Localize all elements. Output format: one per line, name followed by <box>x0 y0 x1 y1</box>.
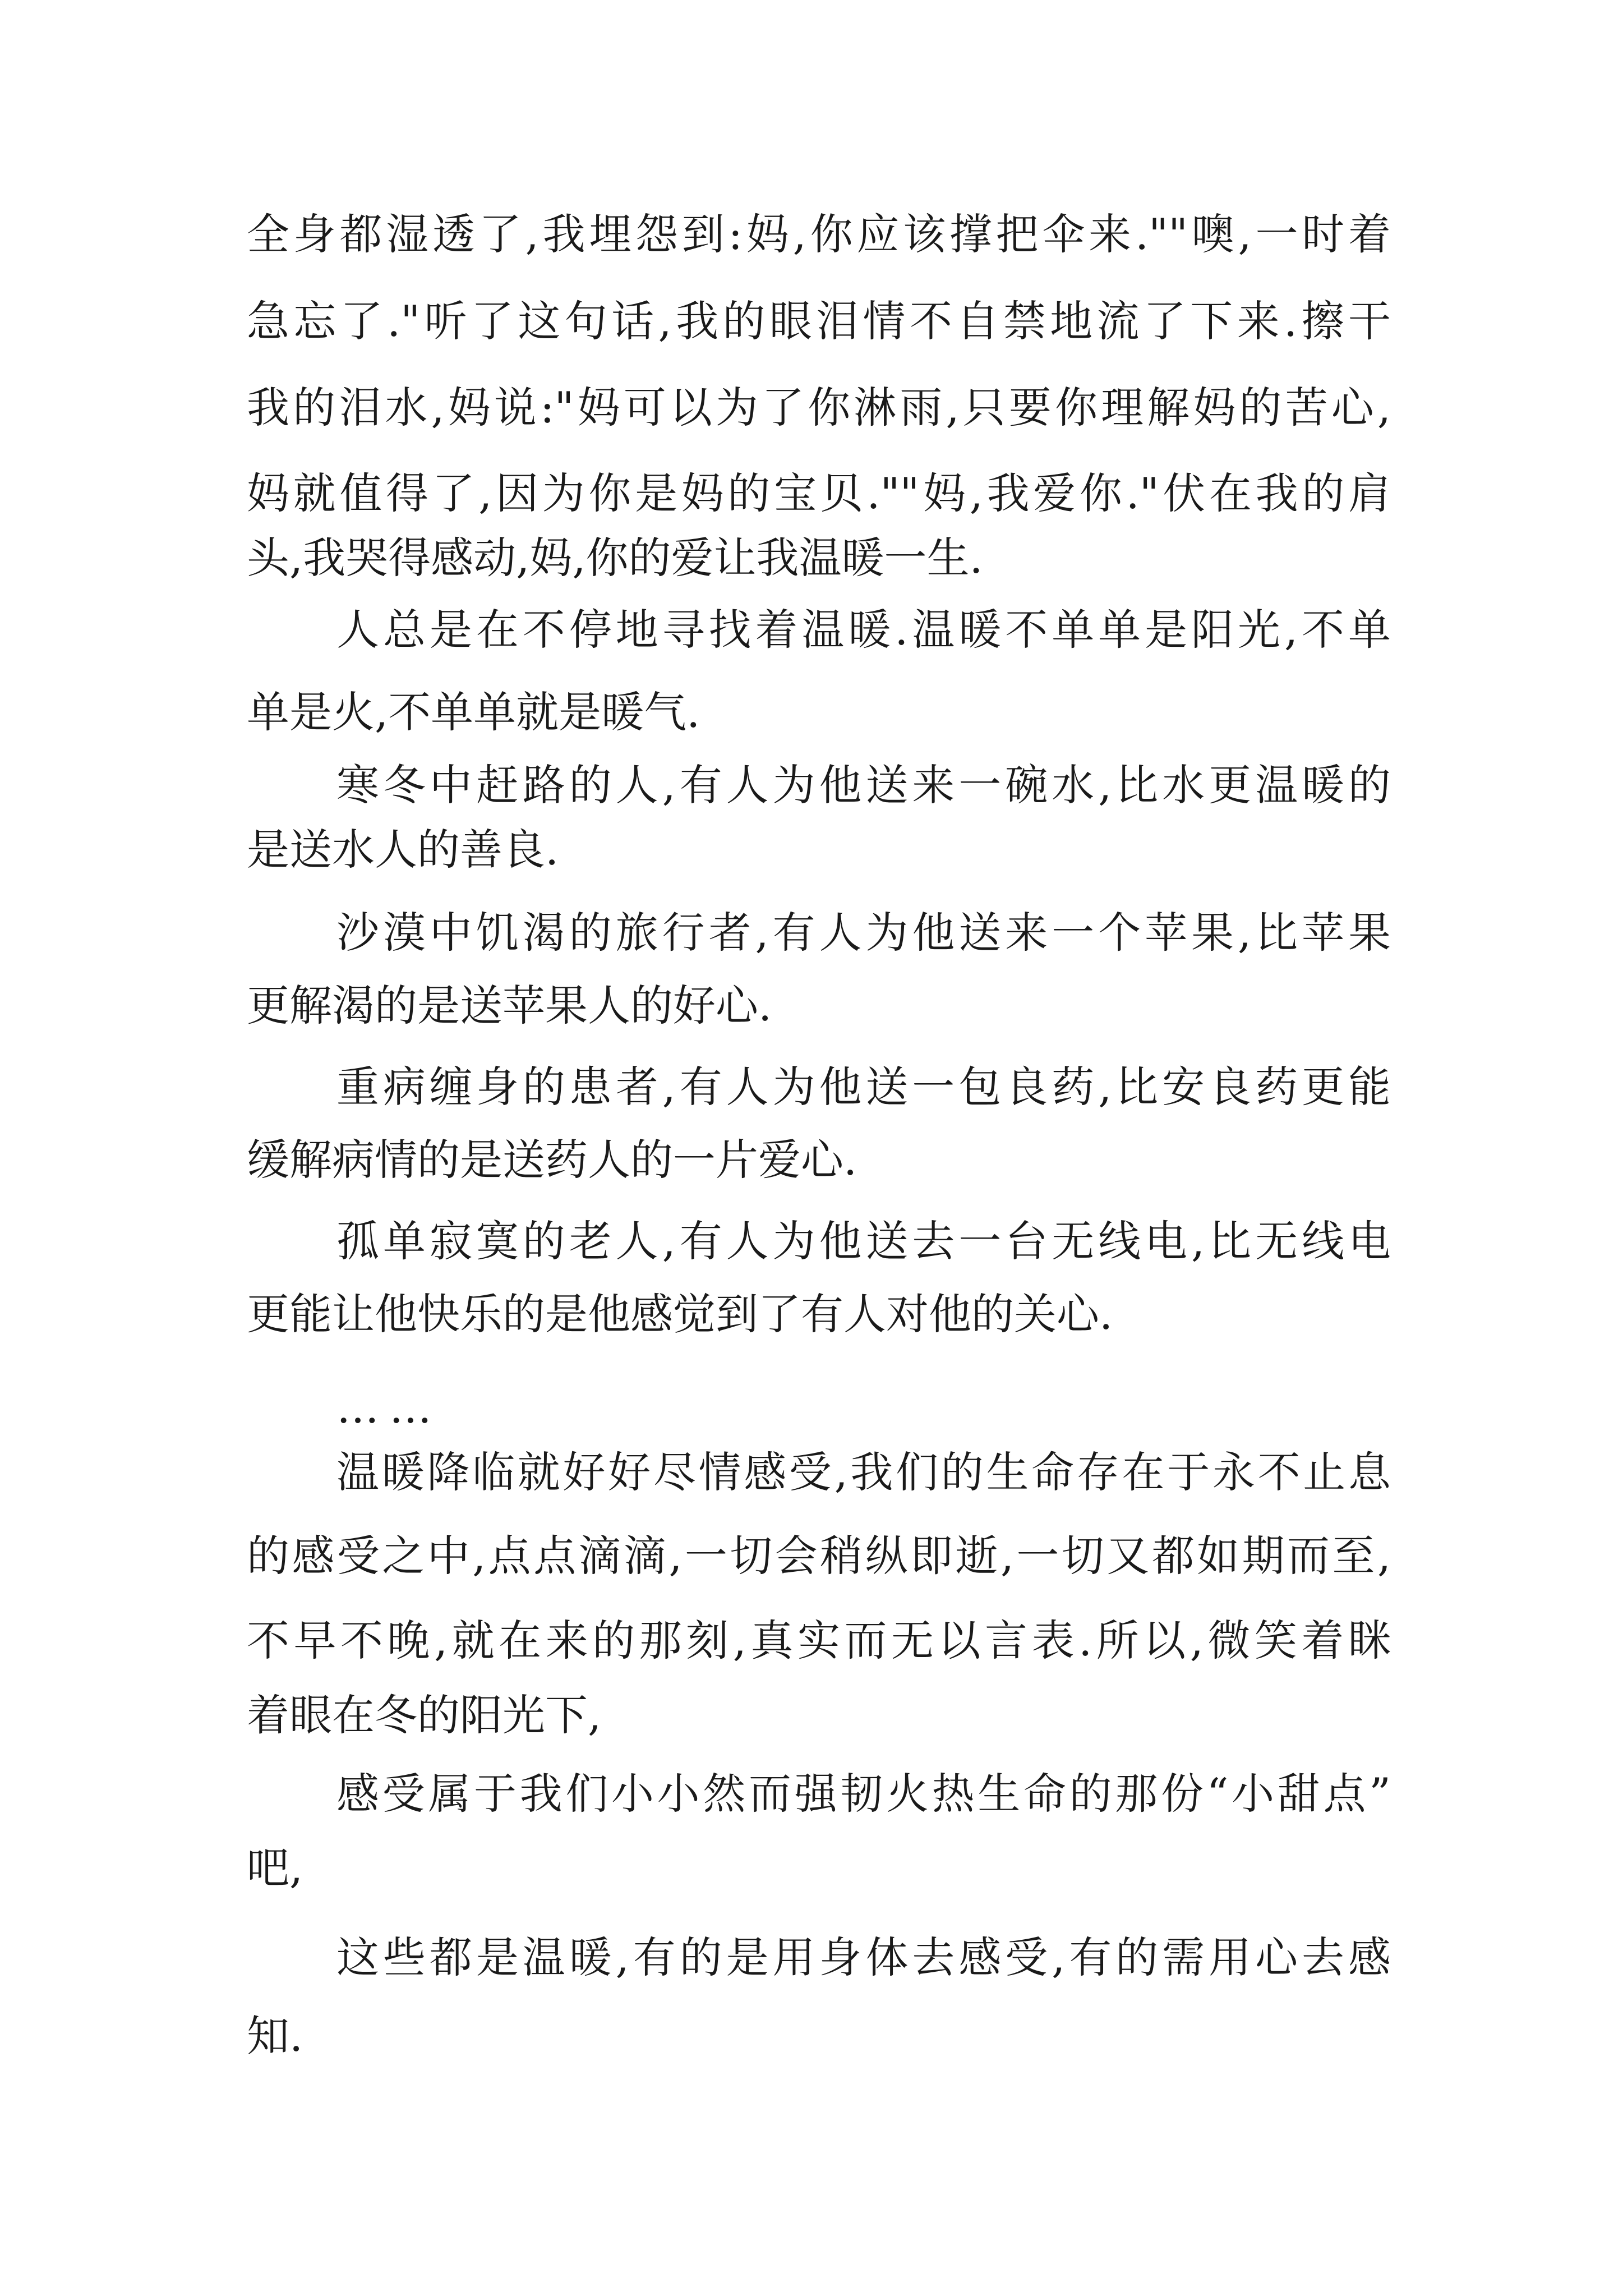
paragraph-line: 孤单寂寞的老人,有人为他送去一台无线电,比无线电 <box>336 1216 1391 1266</box>
paragraph-line: 人总是在不停地寻找着温暖.温暖不单单是阳光,不单 <box>336 605 1391 655</box>
text-line: 急忘了."听了这句话,我的眼泪情不自禁地流了下来.擦干 <box>247 296 1391 346</box>
text-line: 更解渴的是送苹果人的好心. <box>247 981 772 1030</box>
text-line: 头,我哭得感动,妈,你的爱让我温暖一生. <box>247 533 983 583</box>
text-line: 吧, <box>247 1843 303 1893</box>
text-line: 不早不晚,就在来的那刻,真实而无以言表.所以,微笑着眯 <box>247 1616 1391 1665</box>
text-line: 妈就值得了,因为你是妈的宝贝.""妈,我爱你."伏在我的肩 <box>247 468 1391 518</box>
text-line: 单是火,不单单就是暖气. <box>247 687 700 737</box>
text-line: 缓解病情的是送药人的一片爱心. <box>247 1135 857 1185</box>
paragraph-line: 重病缠身的患者,有人为他送一包良药,比安良药更能 <box>336 1062 1391 1112</box>
paragraph-line: 这些都是温暖,有的是用身体去感受,有的需用心去感 <box>336 1932 1391 1982</box>
text-line: 是送水人的善良. <box>247 825 559 875</box>
text-line: 更能让他快乐的是他感觉到了有人对他的关心. <box>247 1289 1113 1339</box>
text-line: 的感受之中,点点滴滴,一切会稍纵即逝,一切又都如期而至, <box>247 1531 1391 1581</box>
text-line: 知. <box>247 2011 303 2061</box>
text-line: 全身都湿透了,我埋怨到:妈,你应该撑把伞来.""噢,一时着 <box>247 209 1391 259</box>
text-line: 着眼在冬的阳光下, <box>247 1690 602 1740</box>
paragraph-line: 感受属于我们小小然而强韧火热生命的那份“小甜点” <box>336 1769 1391 1819</box>
paragraph-line: 温暖降临就好好尽情感受,我们的生命存在于永不止息 <box>336 1447 1391 1497</box>
paragraph-line: 沙漠中饥渴的旅行者,有人为他送来一个苹果,比苹果 <box>336 908 1391 958</box>
ellipsis-line: …… <box>336 1383 442 1433</box>
paragraph-line: 寒冬中赶路的人,有人为他送来一碗水,比水更温暖的 <box>336 760 1391 810</box>
text-line: 我的泪水,妈说:"妈可以为了你淋雨,只要你理解妈的苦心, <box>247 383 1391 432</box>
